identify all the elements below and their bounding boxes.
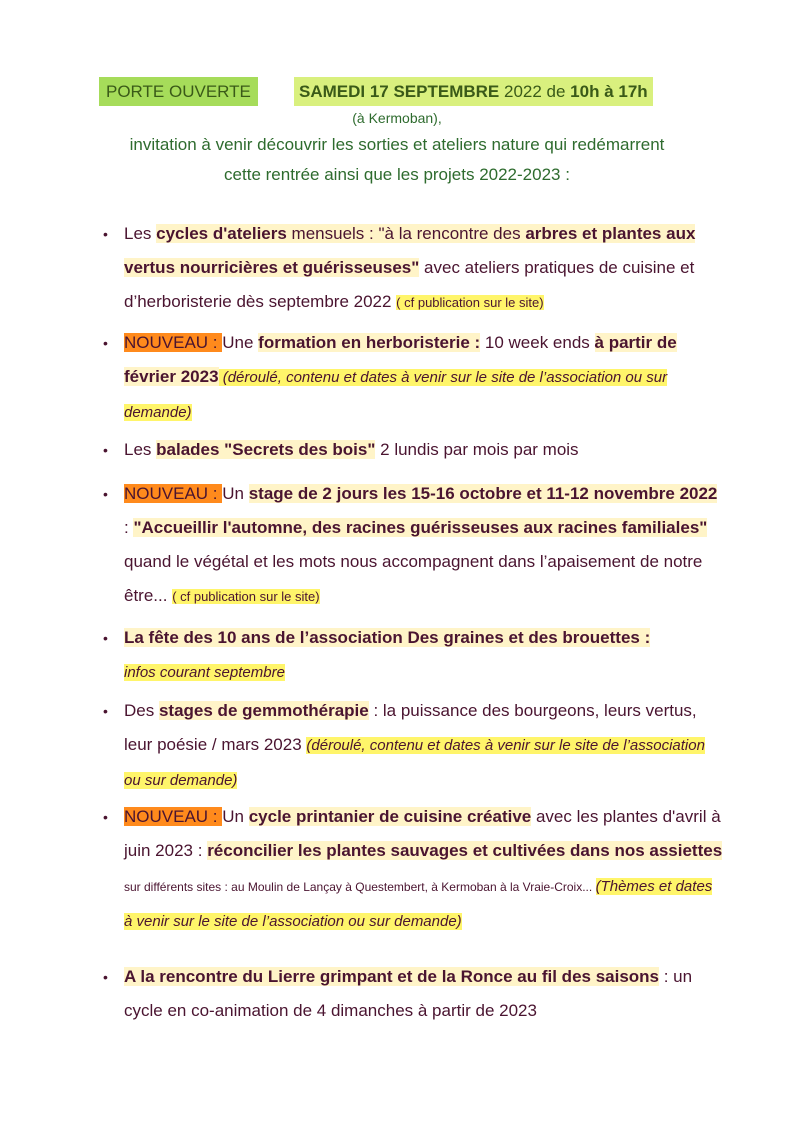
publication-note: ( cf publication sur le site)	[172, 589, 320, 604]
publication-note: ( cf publication sur le site)	[396, 295, 544, 310]
formation-note: (déroulé, contenu et dates à venir sur le site de l’association ou sur demande)	[124, 369, 668, 421]
fete-label: La fête des 10 ans de l’association Des graines et des brouettes :	[124, 628, 651, 647]
list-item-gemmotherapie: • Des stages de gemmothérapie : la puissance des bourgeons, leurs vertus, leur poésie / mars 2023 (déroulé, contenu et dates à venir sur le site de l’association ou sur demande)	[124, 694, 724, 798]
invitation-line-2: cette rentrée ainsi que les projets 2022-2023 :	[224, 165, 570, 184]
gemmotherapie-label: gemmothérapie	[242, 701, 369, 720]
cycles-ateliers-label: cycles d'ateliers	[156, 224, 287, 243]
list-item-lierre-ronce: • A la rencontre du Lierre grimpant et de la Ronce au fil des saisons : un cycle en co-animation de 4 dimanches à partir de 2023	[124, 960, 724, 1028]
cuisine-note: (Thèmes et dates à venir sur le site de l’association ou sur demande)	[124, 878, 713, 930]
list-item-cuisine-creative: • NOUVEAU : Un cycle printanier de cuisine créative avec les plantes d'avril à juin 2023 : réconcilier les plantes sauvages et cultivées dans nos assiettes sur différents sites : au Moulin de Lançay à Questembert, à Kermoban à la Vraie-Croix... (Thèmes et dates à venir sur le site de l’association ou sur demande)	[124, 800, 724, 939]
invitation-line-1: invitation à venir découvrir les sorties et ateliers nature qui redémarrent	[129, 135, 665, 154]
event-day: SAMEDI 17 SEPTEMBRE	[299, 82, 500, 101]
nouveau-badge: NOUVEAU :	[124, 484, 223, 503]
list-item-cycles-ateliers: • Les cycles d'ateliers mensuels : "à la rencontre des arbres et plantes aux vertus nourricières et guérisseuses" avec ateliers pratiques de cuisine et d’herboristerie dès septembre 2022 ( cf publication sur le site)	[124, 217, 724, 320]
porte-ouverte-label: PORTE OUVERTE	[99, 77, 258, 106]
formation-label: formation en herboristerie :	[258, 333, 481, 352]
event-hours: 10h à 17h	[570, 82, 648, 101]
list-item-balades: • Les balades "Secrets des bois" 2 lundis par mois par mois	[124, 433, 724, 467]
list-item-stage-automne: • NOUVEAU : Un stage de 2 jours les 15-16 octobre et 11-12 novembre 2022 : "Accueillir l'automne, des racines guérisseuses aux racines familiales" quand le végétal et les mots nous accompagnent dans l’apaisement de notre être... ( cf publication sur le site)	[124, 477, 724, 614]
nouveau-badge: NOUVEAU :	[124, 333, 223, 352]
lierre-ronce-label: A la rencontre du Lierre grimpant et de la Ronce au fil des saisons	[124, 967, 660, 986]
gemmotherapie-note: (déroulé, contenu et dates à venir sur le site de l’association ou sur demande)	[124, 737, 705, 789]
fete-note: infos courant septembre	[124, 664, 285, 681]
event-year: 2022 de	[499, 82, 571, 101]
balades-label: balades "Secrets des bois"	[156, 440, 376, 459]
list-item-formation-herboristerie: • NOUVEAU : Une formation en herboristerie : 10 week ends à partir de février 2023 (déroulé, contenu et dates à venir sur le site de l’association ou sur demande)	[124, 326, 724, 430]
event-location: (à Kermoban),	[352, 110, 442, 126]
event-header	[0, 77, 794, 107]
nouveau-badge: NOUVEAU :	[124, 807, 223, 826]
list-item-fete-10-ans	[124, 621, 724, 690]
cuisine-label: cycle printanier de cuisine créative	[248, 807, 532, 826]
event-date	[294, 77, 653, 106]
stage-automne-label: stage de 2 jours les 15-16 octobre et 11-12 novembre 2022	[248, 484, 718, 503]
